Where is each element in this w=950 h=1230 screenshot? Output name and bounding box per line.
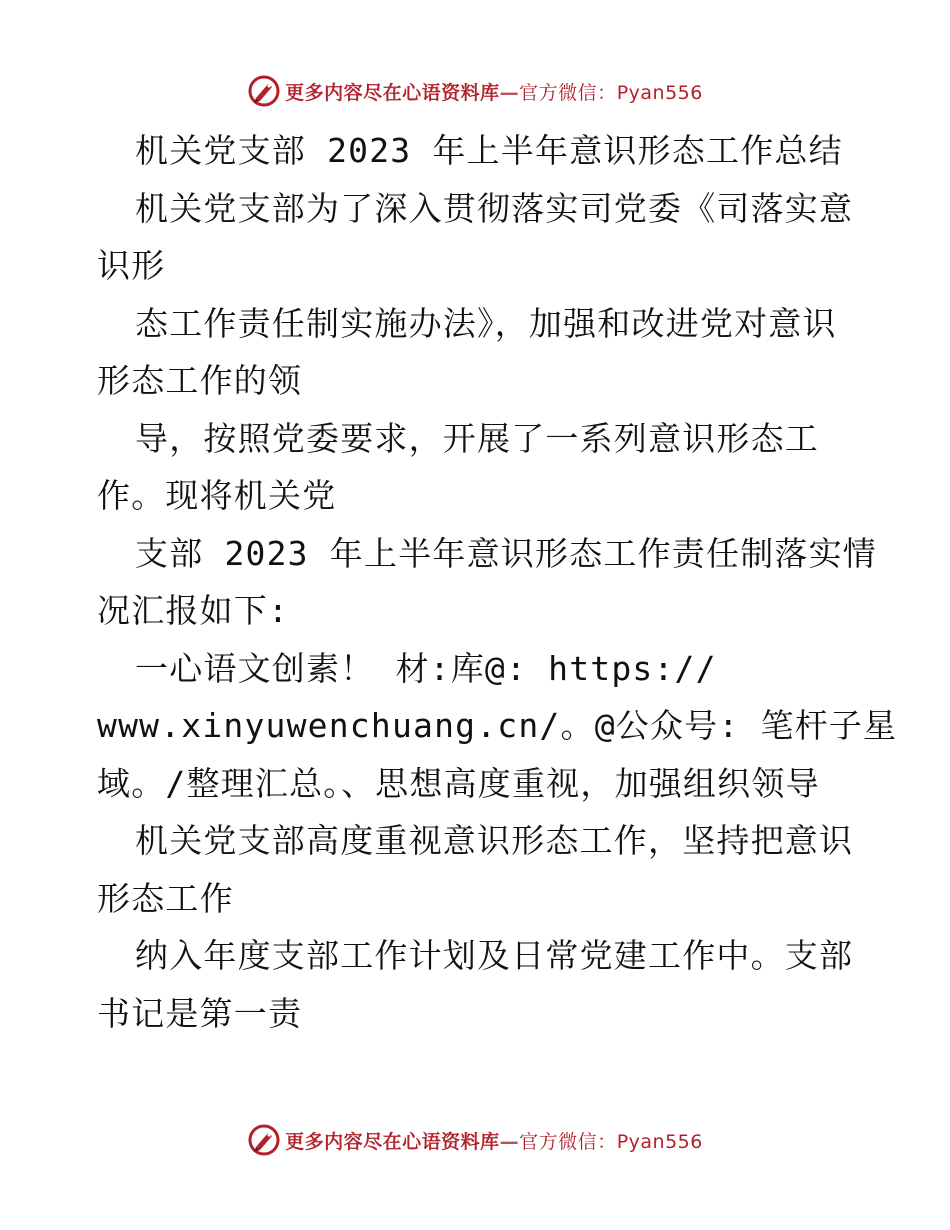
banner-dash: — (499, 81, 520, 104)
pen-circle-logo-icon (247, 1123, 281, 1157)
header-banner (0, 71, 950, 111)
doc-line: 域。/整理汇总。、思想高度重视，加强组织领导 (97, 763, 820, 803)
header-banner-text (285, 78, 703, 105)
doc-line: 作。现将机关党 (97, 476, 337, 515)
doc-line: 一心语文创素！ 材:库@: https:// (135, 648, 717, 688)
banner-official-label: 官方微信： (519, 81, 617, 104)
doc-line: www.xinyuwenchuang.cn/。@公众号: 笔杆子星 (97, 706, 898, 745)
banner-official-label: 官方微信： (519, 1130, 617, 1153)
doc-line: 纳入年度支部工作计划及日常党建工作中。支部 (135, 936, 854, 975)
document-body (97, 122, 898, 1042)
footer-banner-text (285, 1127, 703, 1154)
banner-site-name: 更多内容尽在心语资料库 (285, 81, 500, 104)
doc-line: 形态工作的领 (97, 361, 303, 400)
doc-line: 书记是第一责 (97, 993, 303, 1033)
doc-line: 态工作责任制实施办法》，加强和改进党对意识 (135, 303, 837, 343)
banner-wechat-id: Pyan556 (616, 1130, 703, 1153)
footer-banner (0, 1120, 950, 1160)
doc-line: 机关党支部为了深入贯彻落实司党委《司落实意 (135, 188, 854, 228)
doc-line: 支部 2023 年上半年意识形态工作责任制落实情 (135, 533, 878, 573)
doc-title: 机关党支部 2023 年上半年意识形态工作总结 (135, 131, 843, 170)
banner-dash: — (499, 1130, 520, 1153)
pen-circle-logo-icon (247, 74, 281, 108)
doc-line: 识形 (97, 246, 166, 285)
banner-wechat-id: Pyan556 (616, 81, 703, 104)
doc-line: 形态工作 (97, 878, 234, 918)
doc-line: 况汇报如下: (97, 591, 290, 630)
doc-line: 导，按照党委要求，开展了一系列意识形态工 (135, 418, 819, 458)
doc-line: 机关党支部高度重视意识形态工作，坚持把意识 (135, 821, 854, 860)
banner-site-name: 更多内容尽在心语资料库 (285, 1130, 500, 1153)
